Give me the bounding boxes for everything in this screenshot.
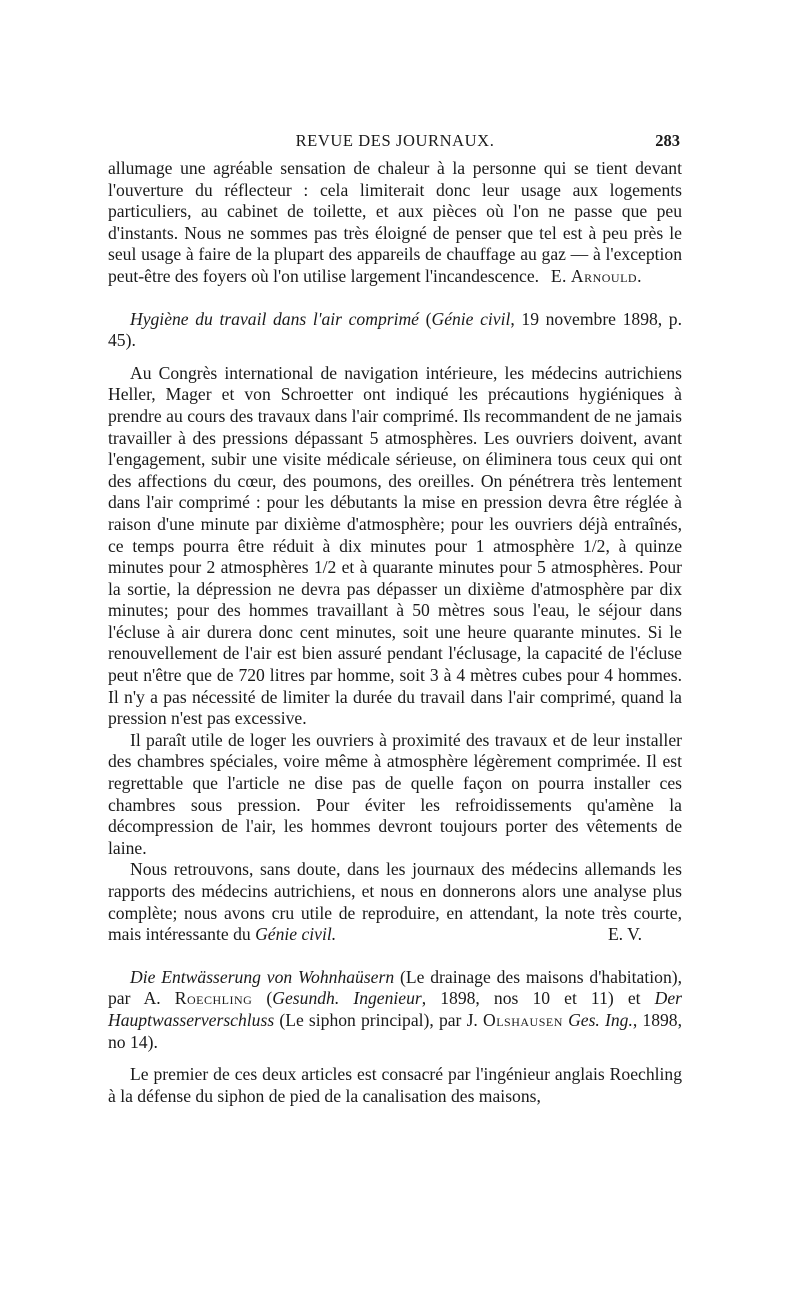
article-2-title: Die Entwässerung von Wohnhaüsern <box>130 966 395 987</box>
article-1-paragraph: Au Congrès international de navigation intérieure, les médecins autrichiens Heller, Mager et von Schroetter ont indiqué les précautions hygiéniques à prendre au cours des travaux dans l'air comprimé. Ils recommandent de ne jamais travailler à des pressions dépassant 5 atmosphères. Les ouvriers doivent, avant l'engagement, subir une visite médicale sérieuse, on éliminera tous ceux qui ont des affections du cœur, des poumons, des oreilles. On pénétrera très lentement dans l'air comprimé : pour les débutants la mise en pression devra être réglée à raison d'une minute par dixième d'atmosphère; pour les ouvriers déjà entraînés, ce temps pourra être réduit à dix minutes pour 1 atmosphère 1/2, à quinze minutes pour 2 atmosphères 1/2 et à quarante minutes pour 5 atmosphères. Pour la sortie, la dépression ne devra pas dépasser un dixième d'atmosphère par dix minutes; pour des hommes travaillant à 50 mètres sous l'eau, le séjour dans l'écluse à air durera donc cent minutes, soit une heure quarante minutes. Si le renouvellement de l'air est bien assuré pendant l'éclusage, la capacité de l'écluse peut n'être que de 720 litres par homme, soit 3 à 4 mètres cubes pour 4 hommes. Il n'y a pas nécessité de limiter la durée du travail dans l'air comprimé, quand la pression n'est pas excessive. <box>108 362 682 729</box>
author-olshausen: Olshausen <box>483 1009 563 1030</box>
article-1-journal-ref: Génie civil. <box>255 924 337 945</box>
page-number: 283 <box>655 131 680 150</box>
signature-ev: E. V. <box>607 924 642 945</box>
journal-gesundh-ingenieur: Gesundh. Ingenieur <box>272 988 422 1009</box>
journal-ges-ing: Ges. Ing. <box>568 1009 633 1030</box>
article-1-paragraph: Il paraît utile de loger les ouvriers à proximité des travaux et de leur installer des chambres spéciales, voire même à atmosphère légèrement comprimée. Il est regrettable que l'article ne dise pas de quelle façon on pourra installer ces chambres sous pression. Pour éviter les refroidissements qu'amène la décompression de l'air, les hommes devront toujours porter des vêtements de laine. <box>108 729 682 858</box>
journal-page <box>108 124 682 1107</box>
article-2-heading: Die Entwässerung von Wohnhaüsern (Le drainage des maisons d'habitation), par A. Roechling (Gesundh. Ingenieur, 1898, nos 10 et 11) et Der Hauptwasserverschluss (Le siphon principal), par J. Olshausen Ges. Ing., 1898, no 14). <box>108 966 682 1052</box>
author-roechling: Roechling <box>174 988 253 1009</box>
page-header <box>108 124 682 150</box>
article-2-paragraph: Le premier de ces deux articles est consacré par l'ingénieur anglais Roechling à la défense du siphon de pied de la canalisation des maisons, <box>108 1064 682 1106</box>
article-2-second-title: Der Hauptwasserverschluss <box>108 988 682 1030</box>
article-1-title: Hygiène du travail dans l'air comprimé <box>130 308 419 329</box>
article-1-heading: Hygiène du travail dans l'air comprimé (Génie civil, 19 novembre 1898, p. 45). <box>108 308 682 351</box>
signature-arnould: E. Arnould. <box>550 265 642 286</box>
article-1-journal: Génie civil <box>431 308 511 329</box>
article-1-citation: , 19 novembre 1898, p. 45). <box>108 308 682 351</box>
continued-paragraph: allumage une agréable sensation de chaleur à la personne qui se tient devant l'ouverture du réflecteur : cela limiterait donc leur usage aux logements particuliers, au cabinet de toilette, et aux pièces où l'on ne passe que peu d'instants. Nous ne sommes pas très éloigné de penser que tel est à peu près le seul usage à faire de la plupart des appareils de chauffage au gaz — à l'exception peut-être des foyers où l'on utilise largement l'incandescence. <box>108 158 682 286</box>
running-title: REVUE DES JOURNAUX. <box>295 131 495 150</box>
article-1-paragraph-last: Nous retrouvons, sans doute, dans les journaux des médecins allemands les rapports des médecins autrichiens, et nous en donnerons alors une analyse plus complète; nous avons cru utile de reproduire, en attendant, la note très courte, mais intéressante du Génie civil. E. V. <box>108 859 682 945</box>
